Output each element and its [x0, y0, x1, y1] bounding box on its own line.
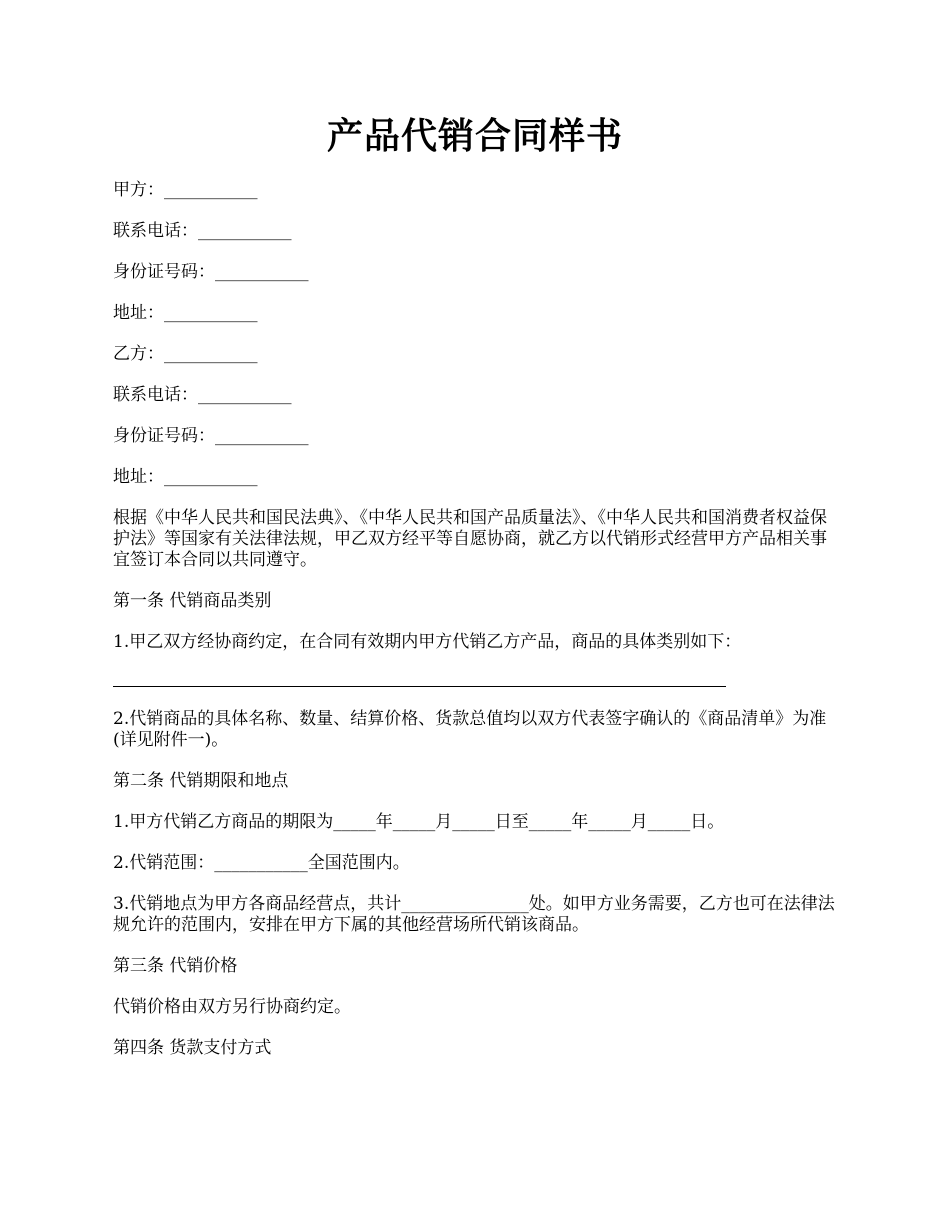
article-3-heading: 第三条 代销价格 [113, 956, 238, 976]
party-b-phone: 联系电话：___________ [113, 385, 292, 405]
article-1-clause-2: 2.代销商品的具体名称、数量、结算价格、货款总值均以双方代表签字确认的《商品清单》为准(详见附件一)。 [113, 709, 827, 750]
article-2-clause-2: 2.代销范围：___________全国范围内。 [113, 853, 410, 873]
article-3-clause: 代销价格由双方另行协商约定。 [113, 997, 351, 1017]
party-b-name: 乙方：___________ [113, 344, 258, 364]
party-a-phone: 联系电话：___________ [113, 221, 292, 241]
party-a-name: 甲方：___________ [113, 180, 258, 200]
blank-underline [113, 686, 726, 687]
article-2-clause-1: 1.甲方代销乙方商品的期限为_____年_____月_____日至_____年_____月_____日。 [113, 812, 725, 832]
party-a-id-number: 身份证号码：___________ [113, 262, 309, 282]
article-4-heading: 第四条 货款支付方式 [113, 1038, 272, 1058]
document-title: 产品代销合同样书 [326, 115, 623, 157]
contract-preamble: 根据《中华人民共和国民法典》、《中华人民共和国产品质量法》、《中华人民共和国消费者权益保护法》等国家有关法律法规，甲乙双方经平等自愿协商，就乙方以代销形式经营甲方产品相关事宜签订本合同以共同遵守。 [113, 508, 827, 570]
article-2-clause-3: 3.代销地点为甲方各商品经营点，共计_______________处。如甲方业务需要，乙方也可在法律法规允许的范围内，安排在甲方下属的其他经营场所代销该商品。 [113, 894, 835, 935]
party-a-address: 地址：___________ [113, 303, 258, 323]
article-1-clause-1: 1.甲乙双方经协商约定，在合同有效期内甲方代销乙方产品，商品的具体类别如下： [113, 632, 742, 652]
product-category-blank-line [113, 673, 838, 697]
article-1-heading: 第一条 代销商品类别 [113, 591, 272, 611]
party-b-id-number: 身份证号码：___________ [113, 426, 309, 446]
document-body [113, 180, 838, 1079]
party-b-address: 地址：___________ [113, 467, 258, 487]
article-2-heading: 第二条 代销期限和地点 [113, 771, 289, 791]
